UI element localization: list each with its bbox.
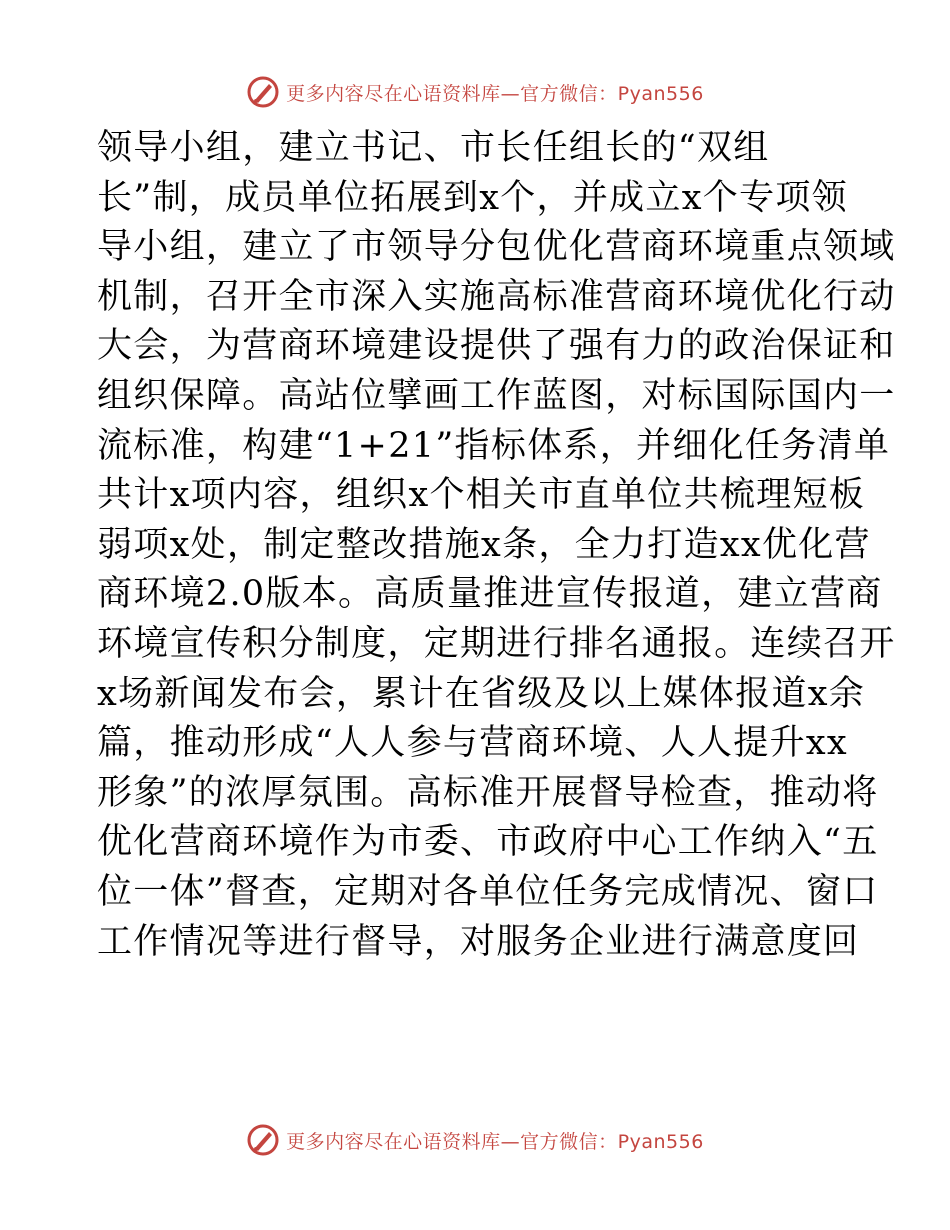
body-line: 位一体”督查，定期对各单位任务完成情况、窗口 (97, 871, 879, 912)
pen-seal-logo-icon (246, 1123, 280, 1157)
body-line: 流标准，构建“1+21”指标体系，并细化任务清单 (97, 425, 891, 466)
body-line: 长”制，成员单位拓展到x个，并成立x个专项领 (97, 177, 848, 218)
body-line: 商环境2.0版本。高质量推进宣传报道，建立营商 (97, 574, 883, 615)
body-line: x场新闻发布会，累计在省级及以上媒体报道x余 (97, 673, 866, 714)
footer-banner-text: 更多内容尽在心语资料库—官方微信：Pyan556 (286, 1130, 704, 1153)
body-line: 领导小组，建立书记、市长任组长的“双组 (97, 128, 770, 168)
body-line: 工作情况等进行督导，对服务企业进行满意度回 (97, 921, 860, 962)
document-body (97, 124, 896, 967)
body-line: 环境宣传积分制度，定期进行排名通报。连续召开 (97, 623, 896, 664)
body-line: 形象”的浓厚氛围。高标准开展督导检查，推动将 (97, 772, 879, 813)
body-line: 大会，为营商环境建设提供了强有力的政治保证和 (97, 326, 896, 367)
header-banner-text: 更多内容尽在心语资料库—官方微信：Pyan556 (286, 82, 704, 105)
body-line: 弱项x处，制定整改措施x条，全力打造xx优化营 (97, 524, 871, 565)
header-banner (0, 70, 950, 114)
body-line: 共计x项内容，组织x个相关市直单位共梳理短板 (97, 475, 866, 516)
body-line: 篇，推动形成“人人参与营商环境、人人提升xx (97, 723, 848, 764)
body-line: 机制，召开全市深入实施高标准营商环境优化行动 (97, 276, 896, 317)
pen-seal-logo-icon (246, 75, 280, 109)
footer-banner (0, 1118, 950, 1162)
body-line: 导小组，建立了市领导分包优化营商环境重点领域 (97, 227, 896, 268)
body-line: 组织保障。高站位擘画工作蓝图，对标国际国内一 (97, 375, 896, 416)
body-line: 优化营商环境作为市委、市政府中心工作纳入“五 (97, 822, 879, 863)
